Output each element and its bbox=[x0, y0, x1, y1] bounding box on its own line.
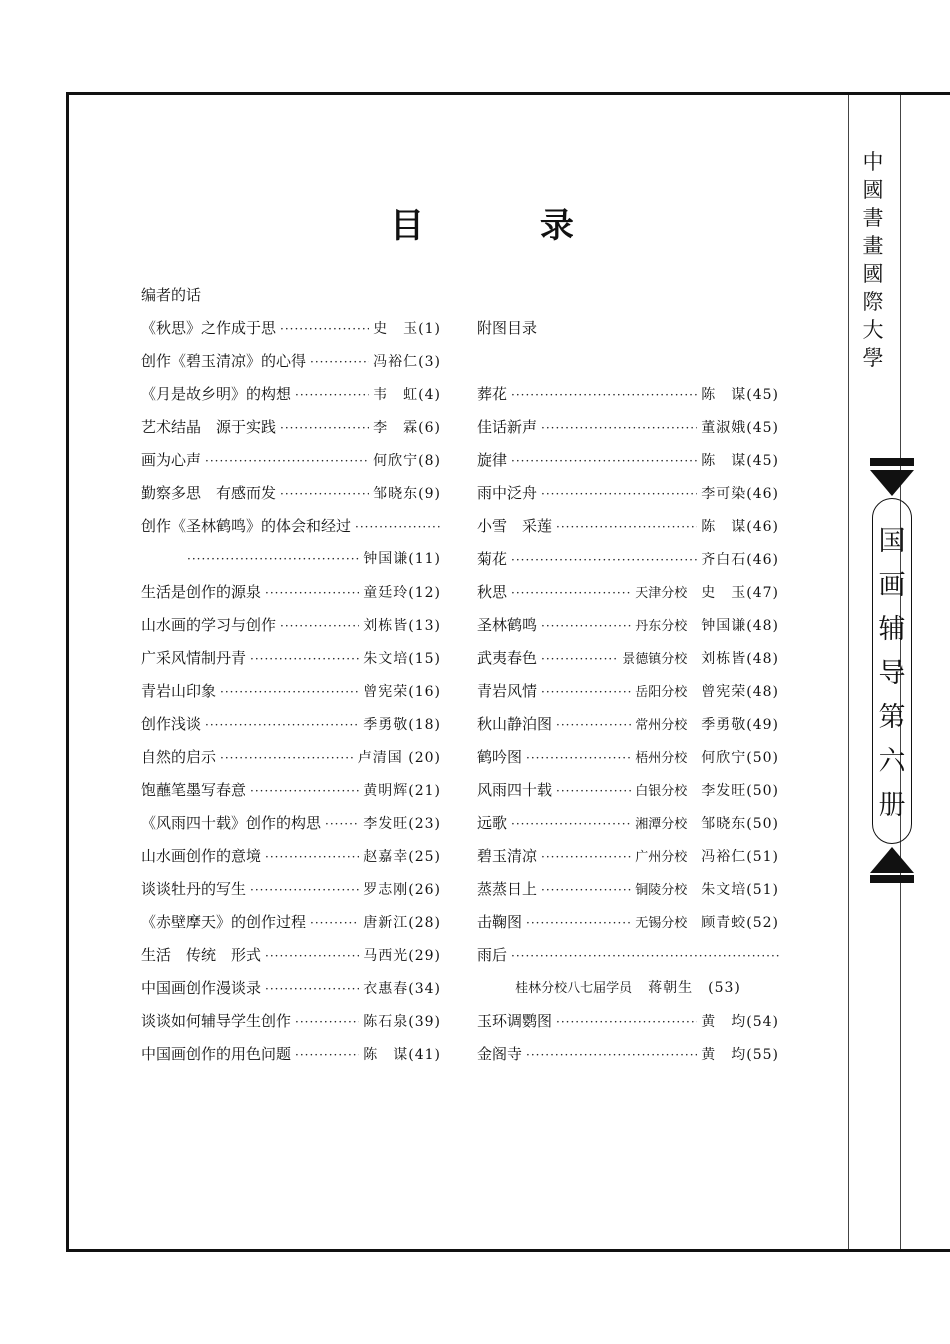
leader-dots bbox=[220, 676, 359, 709]
volume-char: 辅 bbox=[878, 614, 906, 645]
plate-entry-continuation[interactable] bbox=[477, 972, 779, 1005]
leader-dots bbox=[250, 643, 359, 676]
leader-dots bbox=[187, 543, 359, 576]
leader-dots bbox=[250, 775, 359, 808]
leader-dots bbox=[295, 379, 369, 412]
spine-top-bar bbox=[870, 458, 914, 466]
leader-dots bbox=[205, 709, 359, 742]
leader-dots bbox=[280, 478, 369, 511]
toc-entry[interactable] bbox=[141, 1005, 441, 1038]
plate-title: 远歌 bbox=[477, 814, 508, 832]
plate-author-page: 史 玉(47) bbox=[701, 585, 779, 601]
page-title: 目 录 bbox=[390, 206, 626, 246]
entry-title: 中国画创作漫谈录 bbox=[141, 979, 262, 997]
entry-title: 青岩山印象 bbox=[141, 682, 217, 700]
toc-entry[interactable] bbox=[141, 906, 441, 939]
plate-author-page: 何欣宁(50) bbox=[701, 750, 779, 766]
plate-school: 岳阳分校 bbox=[635, 685, 688, 700]
leader-dots bbox=[541, 478, 697, 511]
plate-author-page: 季勇敬(49) bbox=[701, 717, 779, 733]
volume-char: 册 bbox=[878, 790, 906, 821]
plate-title: 风雨四十载 bbox=[477, 781, 553, 799]
leader-dots bbox=[511, 808, 631, 841]
entry-author-page: 童廷玲(12) bbox=[363, 585, 441, 601]
entry-author-page: 刘栋皆(13) bbox=[363, 618, 441, 634]
toc-entry[interactable] bbox=[141, 972, 441, 1005]
volume-char: 国 bbox=[878, 526, 906, 557]
plate-title: 秋思 bbox=[477, 583, 508, 601]
leader-dots bbox=[280, 412, 369, 445]
entry-author-page: 黄明辉(21) bbox=[363, 783, 441, 799]
spine-title-char: 國 bbox=[862, 178, 884, 202]
spine-title-char: 國 bbox=[862, 262, 884, 286]
plate-title: 葬花 bbox=[477, 385, 508, 403]
plate-author-page: 顾青蛟(52) bbox=[701, 915, 779, 931]
plate-school: 景德镇分校 bbox=[622, 652, 688, 667]
toc-entry[interactable] bbox=[141, 510, 441, 543]
leader-dots bbox=[511, 940, 779, 973]
leader-dots bbox=[220, 742, 354, 775]
plate-title: 青岩风情 bbox=[477, 682, 538, 700]
plate-entry[interactable] bbox=[477, 675, 779, 708]
toc-entry[interactable] bbox=[141, 675, 441, 708]
plate-school: 天津分校 bbox=[635, 586, 688, 601]
entry-title: 《赤壁摩天》的创作过程 bbox=[141, 913, 307, 931]
plate-entry[interactable] bbox=[477, 444, 779, 477]
leader-dots bbox=[541, 610, 631, 643]
spine-top-ornament bbox=[870, 470, 914, 496]
entry-author-page: 马西光(29) bbox=[363, 948, 441, 964]
plate-title: 武夷春色 bbox=[477, 649, 538, 667]
plate-entry[interactable] bbox=[477, 510, 779, 543]
plate-title: 击鞠图 bbox=[477, 913, 523, 931]
entry-author-page: 卢清国 (20) bbox=[357, 750, 441, 766]
plate-entry[interactable] bbox=[477, 741, 779, 774]
leader-dots bbox=[205, 445, 369, 478]
entry-title: 饱蘸笔墨写春意 bbox=[141, 781, 247, 799]
entry-title: 《月是故乡明》的构想 bbox=[141, 385, 292, 403]
plate-school: 梧州分校 bbox=[635, 751, 688, 766]
entry-title: 创作《碧玉清凉》的心得 bbox=[141, 352, 307, 370]
entry-title: 谈谈牡丹的写生 bbox=[141, 880, 247, 898]
toc-entry[interactable] bbox=[141, 807, 441, 840]
toc-entry[interactable] bbox=[141, 741, 441, 774]
entry-title: 谈谈如何辅导学生创作 bbox=[141, 1012, 292, 1030]
leader-dots bbox=[556, 1006, 697, 1039]
toc-entry[interactable] bbox=[141, 1038, 441, 1071]
toc-right-column bbox=[477, 312, 779, 1071]
plate-entry[interactable] bbox=[477, 1005, 779, 1038]
plate-entry[interactable] bbox=[477, 774, 779, 807]
plate-title: 蒸蒸日上 bbox=[477, 880, 538, 898]
entry-title: 生活是创作的源泉 bbox=[141, 583, 262, 601]
entry-author-page: 季勇敬(18) bbox=[363, 717, 441, 733]
entry-author-page: 罗志刚(26) bbox=[363, 882, 441, 898]
spine-title-char: 大 bbox=[862, 318, 884, 342]
plate-author-page: 黄 均(55) bbox=[701, 1047, 779, 1063]
toc-intro: 编者的话 bbox=[141, 286, 202, 304]
entry-author-page: 李 霖(6) bbox=[373, 420, 441, 436]
plate-entry[interactable] bbox=[477, 477, 779, 510]
toc-entry[interactable] bbox=[141, 576, 441, 609]
plate-title: 佳话新声 bbox=[477, 418, 538, 436]
leader-dots bbox=[265, 973, 359, 1006]
plate-entry[interactable] bbox=[477, 873, 779, 906]
plate-school: 广州分校 bbox=[635, 850, 688, 865]
spine-title bbox=[858, 148, 888, 372]
entry-author-page: 邹晓东(9) bbox=[373, 486, 441, 502]
plate-entry[interactable] bbox=[477, 576, 779, 609]
toc-entry[interactable] bbox=[141, 312, 441, 345]
entry-title: 生活 传统 形式 bbox=[141, 946, 262, 964]
toc-left-column bbox=[141, 312, 441, 1071]
plate-author-page: 冯裕仁(51) bbox=[701, 849, 779, 865]
volume-char: 第 bbox=[878, 702, 906, 733]
plate-title: 圣林鹤鸣 bbox=[477, 616, 538, 634]
plate-title: 雨后 bbox=[477, 946, 508, 964]
entry-author-page: 朱文培(15) bbox=[363, 651, 441, 667]
leader-dots bbox=[325, 808, 359, 841]
toc-entry-continuation[interactable] bbox=[141, 543, 441, 576]
entry-author-page: 曾宪荣(16) bbox=[363, 684, 441, 700]
leader-dots bbox=[541, 841, 631, 874]
plate-author-page: 李发旺(50) bbox=[701, 783, 779, 799]
entry-title: 自然的启示 bbox=[141, 748, 217, 766]
leader-dots bbox=[526, 1039, 697, 1072]
leader-dots bbox=[355, 511, 441, 544]
leader-dots bbox=[511, 577, 631, 610]
entry-title: 艺术结晶 源于实践 bbox=[141, 418, 277, 436]
plate-school: 常州分校 bbox=[635, 718, 688, 733]
plate-entry[interactable] bbox=[477, 543, 779, 576]
toc-entry[interactable] bbox=[141, 939, 441, 972]
leader-dots bbox=[556, 709, 631, 742]
plate-school: 白银分校 bbox=[635, 784, 688, 799]
leader-dots bbox=[265, 940, 359, 973]
plate-title: 鹤吟图 bbox=[477, 748, 523, 766]
plate-title: 金阁寺 bbox=[477, 1045, 523, 1063]
plate-entry[interactable] bbox=[477, 939, 779, 972]
entry-author-page: 陈石泉(39) bbox=[363, 1014, 441, 1030]
plate-entry[interactable] bbox=[477, 840, 779, 873]
entry-title: 广采风情制丹青 bbox=[141, 649, 247, 667]
entry-author-page: 李发旺(23) bbox=[363, 816, 441, 832]
volume-char: 画 bbox=[878, 570, 906, 601]
toc-entry[interactable] bbox=[141, 444, 441, 477]
leader-dots bbox=[280, 610, 359, 643]
plate-title: 小雪 采莲 bbox=[477, 517, 553, 535]
entry-author-page: 冯裕仁(3) bbox=[373, 354, 441, 370]
leader-dots bbox=[541, 643, 618, 676]
entry-author-page: 陈 谋(41) bbox=[363, 1047, 441, 1063]
plate-entry[interactable] bbox=[477, 708, 779, 741]
entry-author-page: 何欣宁(8) bbox=[373, 453, 441, 469]
toc-entry[interactable] bbox=[141, 609, 441, 642]
plate-title: 雨中泛舟 bbox=[477, 484, 538, 502]
plates-header bbox=[477, 312, 779, 345]
leader-dots bbox=[310, 346, 369, 379]
spine-title-char: 學 bbox=[862, 346, 884, 370]
spine-bottom-bar bbox=[870, 875, 914, 883]
plate-author-page: 钟国谦(48) bbox=[701, 618, 779, 634]
toc-entry[interactable] bbox=[141, 411, 441, 444]
leader-dots bbox=[526, 907, 631, 940]
leader-dots bbox=[511, 544, 697, 577]
entry-author-page: 钟国谦(11) bbox=[363, 551, 441, 567]
entry-title: 山水画的学习与创作 bbox=[141, 616, 277, 634]
plate-title: 秋山静泊图 bbox=[477, 715, 553, 733]
volume-char: 导 bbox=[878, 658, 906, 689]
plate-title: 旋律 bbox=[477, 451, 508, 469]
plate-entry[interactable] bbox=[477, 807, 779, 840]
leader-dots bbox=[556, 511, 697, 544]
entry-title: 中国画创作的用色问题 bbox=[141, 1045, 292, 1063]
leader-dots bbox=[556, 775, 631, 808]
entry-author-page: 衣惠春(34) bbox=[363, 981, 441, 997]
leader-dots bbox=[511, 379, 697, 412]
leader-dots bbox=[265, 577, 359, 610]
leader-dots bbox=[295, 1039, 359, 1072]
toc-entry[interactable] bbox=[141, 642, 441, 675]
leader-dots bbox=[295, 1006, 359, 1039]
plate-entry[interactable] bbox=[477, 1038, 779, 1071]
entry-title: 勤察多思 有感而发 bbox=[141, 484, 277, 502]
plate-entry[interactable] bbox=[477, 378, 779, 411]
toc-entry[interactable] bbox=[141, 345, 441, 378]
leader-dots bbox=[511, 445, 697, 478]
plate-author-page: 曾宪荣(48) bbox=[701, 684, 779, 700]
plate-entry[interactable] bbox=[477, 642, 779, 675]
plate-author-page: 蒋朝生 (53) bbox=[648, 980, 741, 996]
plate-title: 菊花 bbox=[477, 550, 508, 568]
entry-title: 画为心声 bbox=[141, 451, 202, 469]
leader-dots bbox=[280, 313, 369, 346]
toc-entry[interactable] bbox=[141, 477, 441, 510]
leader-dots bbox=[541, 676, 631, 709]
leader-dots bbox=[265, 841, 359, 874]
leader-dots bbox=[250, 874, 359, 907]
entry-author-page: 韦 虹(4) bbox=[373, 387, 441, 403]
volume-label bbox=[872, 520, 912, 828]
leader-dots bbox=[541, 412, 697, 445]
plate-school: 铜陵分校 bbox=[635, 883, 688, 898]
spine-title-char: 際 bbox=[862, 290, 884, 314]
plates-header-text: 附图目录 bbox=[477, 319, 538, 337]
toc-entry[interactable] bbox=[141, 378, 441, 411]
plate-entry[interactable] bbox=[477, 411, 779, 444]
plate-school: 桂林分校八七届学员 bbox=[515, 981, 633, 996]
plate-author-page: 陈 谋(46) bbox=[701, 519, 779, 535]
plate-school: 丹东分校 bbox=[635, 619, 688, 634]
plate-author-page: 董淑娥(45) bbox=[701, 420, 779, 436]
plate-title: 玉环调鹦图 bbox=[477, 1012, 553, 1030]
toc-entry[interactable] bbox=[141, 840, 441, 873]
spacer bbox=[477, 345, 779, 378]
entry-author-page: 赵嘉幸(25) bbox=[363, 849, 441, 865]
plate-entry[interactable] bbox=[477, 609, 779, 642]
spine-title-char: 中 bbox=[862, 150, 884, 174]
entry-title: 创作《圣林鹤鸣》的体会和经过 bbox=[141, 517, 352, 535]
entry-author-page: 史 玉(1) bbox=[373, 321, 441, 337]
entry-title: 创作浅谈 bbox=[141, 715, 202, 733]
plate-school: 湘潭分校 bbox=[635, 817, 688, 832]
plate-author-page: 朱文培(51) bbox=[701, 882, 779, 898]
entry-title: 山水画创作的意境 bbox=[141, 847, 262, 865]
leader-dots bbox=[526, 742, 631, 775]
entry-title: 《风雨四十载》创作的构思 bbox=[141, 814, 322, 832]
toc-entry[interactable] bbox=[141, 708, 441, 741]
volume-char: 六 bbox=[878, 746, 906, 777]
toc-entry[interactable] bbox=[141, 774, 441, 807]
leader-dots bbox=[541, 874, 631, 907]
plate-school: 无锡分校 bbox=[635, 916, 688, 931]
plate-author-page: 齐白石(46) bbox=[701, 552, 779, 568]
toc-entry[interactable] bbox=[141, 873, 441, 906]
plate-author-page: 陈 谋(45) bbox=[701, 453, 779, 469]
plate-author-page: 邹晓东(50) bbox=[701, 816, 779, 832]
spine-divider-line bbox=[848, 95, 849, 1249]
spine-title-char: 畫 bbox=[862, 234, 884, 258]
leader-dots bbox=[310, 907, 359, 940]
spine-bottom-ornament bbox=[870, 847, 914, 873]
spine-title-char: 書 bbox=[862, 206, 884, 230]
plate-author-page: 刘栋皆(48) bbox=[701, 651, 779, 667]
plate-author-page: 李可染(46) bbox=[701, 486, 779, 502]
plate-author-page: 黄 均(54) bbox=[701, 1014, 779, 1030]
entry-title: 《秋思》之作成于思 bbox=[141, 319, 277, 337]
plate-author-page: 陈 谋(45) bbox=[701, 387, 779, 403]
plate-entry[interactable] bbox=[477, 906, 779, 939]
plate-title: 碧玉清凉 bbox=[477, 847, 538, 865]
entry-author-page: 唐新江(28) bbox=[363, 915, 441, 931]
